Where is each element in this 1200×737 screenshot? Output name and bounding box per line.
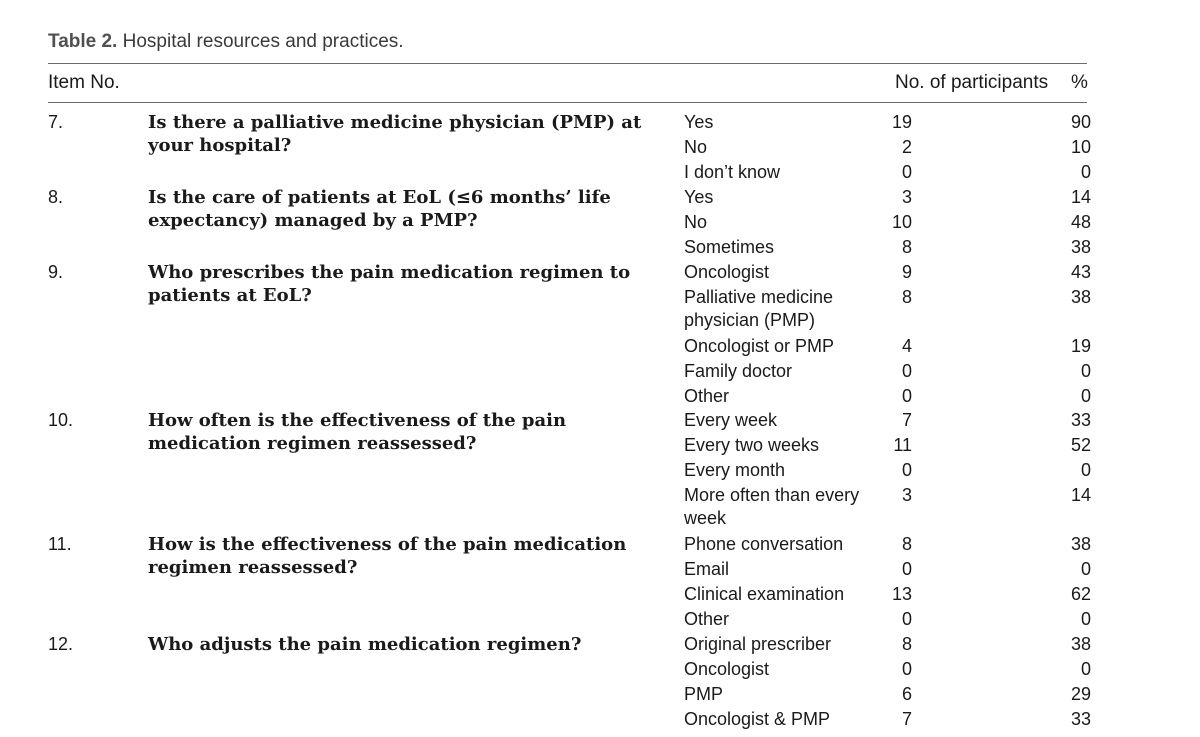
answer-label: PMP <box>684 684 724 704</box>
answer-count: 9 <box>901 262 912 282</box>
answer-count: 8 <box>901 287 912 307</box>
answer-percent: 33 <box>1070 410 1091 430</box>
item-number: 8. <box>48 187 64 207</box>
answer-label: Sometimes <box>684 237 775 257</box>
answer-count: 10 <box>891 212 912 232</box>
answer-label: Family doctor <box>684 361 793 381</box>
answer-percent: 14 <box>1070 485 1091 505</box>
item-question: How often is the effectiveness of the pain medication regimen reassessed? <box>148 410 567 454</box>
item-number: 11. <box>48 534 72 554</box>
answer-percent: 52 <box>1070 435 1091 455</box>
answer-label: Phone conversation <box>684 534 844 554</box>
answer-label: Every two weeks <box>684 435 820 455</box>
item-question: Who prescribes the pain medication regimen to patients at EoL? <box>148 262 631 306</box>
answer-label: I don’t know <box>684 162 781 182</box>
answer-count: 3 <box>901 485 912 505</box>
answer-percent: 0 <box>1080 659 1091 679</box>
item-number: 7. <box>48 112 64 132</box>
item-number: 9. <box>48 262 64 282</box>
item-question: How is the effectiveness of the pain medication regimen reassessed? <box>148 534 627 578</box>
item-question: Is the care of patients at EoL (≤6 months’ life expectancy) managed by a PMP? <box>148 187 611 231</box>
answer-percent: 43 <box>1070 262 1091 282</box>
answer-percent: 29 <box>1070 684 1091 704</box>
answer-count: 4 <box>901 336 912 356</box>
item-question: Who adjusts the pain medication regimen? <box>148 634 582 655</box>
column-header-participants: No. of participants <box>895 72 1049 93</box>
item-number: 12. <box>48 634 74 654</box>
answer-count: 8 <box>901 237 912 257</box>
answer-count: 13 <box>891 584 912 604</box>
answer-percent: 0 <box>1080 386 1091 406</box>
answer-count: 7 <box>901 410 912 430</box>
item-number: 10. <box>48 410 74 430</box>
answer-percent: 0 <box>1080 361 1091 381</box>
answer-percent: 38 <box>1070 237 1091 257</box>
answer-percent: 90 <box>1070 112 1091 132</box>
answer-count: 0 <box>901 386 912 406</box>
column-header-percent: % <box>1071 72 1088 93</box>
answer-count: 0 <box>901 460 912 480</box>
answer-percent: 0 <box>1080 162 1091 182</box>
answer-label: Clinical examination <box>684 584 845 604</box>
table-caption-text: Hospital resources and practices. <box>122 31 404 52</box>
answer-label: Oncologist <box>684 659 770 679</box>
answer-label: Other <box>684 386 730 406</box>
answer-label: Original prescriber <box>684 634 832 654</box>
table-caption <box>48 31 404 53</box>
answer-count: 8 <box>901 634 912 654</box>
answer-percent: 33 <box>1070 709 1091 729</box>
answer-label: Every month <box>684 460 786 480</box>
column-header-item-no: Item No. <box>48 72 120 93</box>
answer-percent: 48 <box>1070 212 1091 232</box>
answer-percent: 0 <box>1080 609 1091 629</box>
table-header-rule <box>48 102 1087 103</box>
answer-label: Other <box>684 609 730 629</box>
answer-count: 0 <box>901 162 912 182</box>
answer-label: Palliative medicine physician (PMP) <box>684 287 834 330</box>
answer-count: 3 <box>901 187 912 207</box>
answer-count: 8 <box>901 534 912 554</box>
answer-count: 0 <box>901 659 912 679</box>
answer-percent: 0 <box>1080 460 1091 480</box>
answer-percent: 38 <box>1070 287 1091 307</box>
answer-count: 11 <box>893 435 912 455</box>
answer-percent: 0 <box>1080 559 1091 579</box>
answer-label: Oncologist <box>684 262 770 282</box>
answer-percent: 62 <box>1070 584 1091 604</box>
answer-label: Yes <box>684 112 714 132</box>
answer-label: More often than every week <box>684 485 860 528</box>
table-top-rule <box>48 63 1087 64</box>
answer-label: Yes <box>684 187 714 207</box>
answer-count: 0 <box>901 609 912 629</box>
answer-percent: 10 <box>1070 137 1091 157</box>
answer-label: No <box>684 212 708 232</box>
answer-percent: 38 <box>1070 634 1091 654</box>
answer-percent: 38 <box>1070 534 1091 554</box>
answer-percent: 19 <box>1070 336 1091 356</box>
answer-label: Oncologist & PMP <box>684 709 831 729</box>
table-caption-label: Table 2. <box>48 31 118 52</box>
answer-count: 7 <box>901 709 912 729</box>
answer-count: 19 <box>891 112 912 132</box>
item-question: Is there a palliative medicine physician (PMP) at your hospital? <box>148 112 642 156</box>
answer-label: No <box>684 137 708 157</box>
answer-percent: 14 <box>1070 187 1091 207</box>
answer-count: 0 <box>901 361 912 381</box>
answer-label: Every week <box>684 410 778 430</box>
answer-count: 2 <box>901 137 912 157</box>
answer-label: Email <box>684 559 730 579</box>
answer-count: 6 <box>901 684 912 704</box>
answer-label: Oncologist or PMP <box>684 336 835 356</box>
answer-count: 0 <box>901 559 912 579</box>
